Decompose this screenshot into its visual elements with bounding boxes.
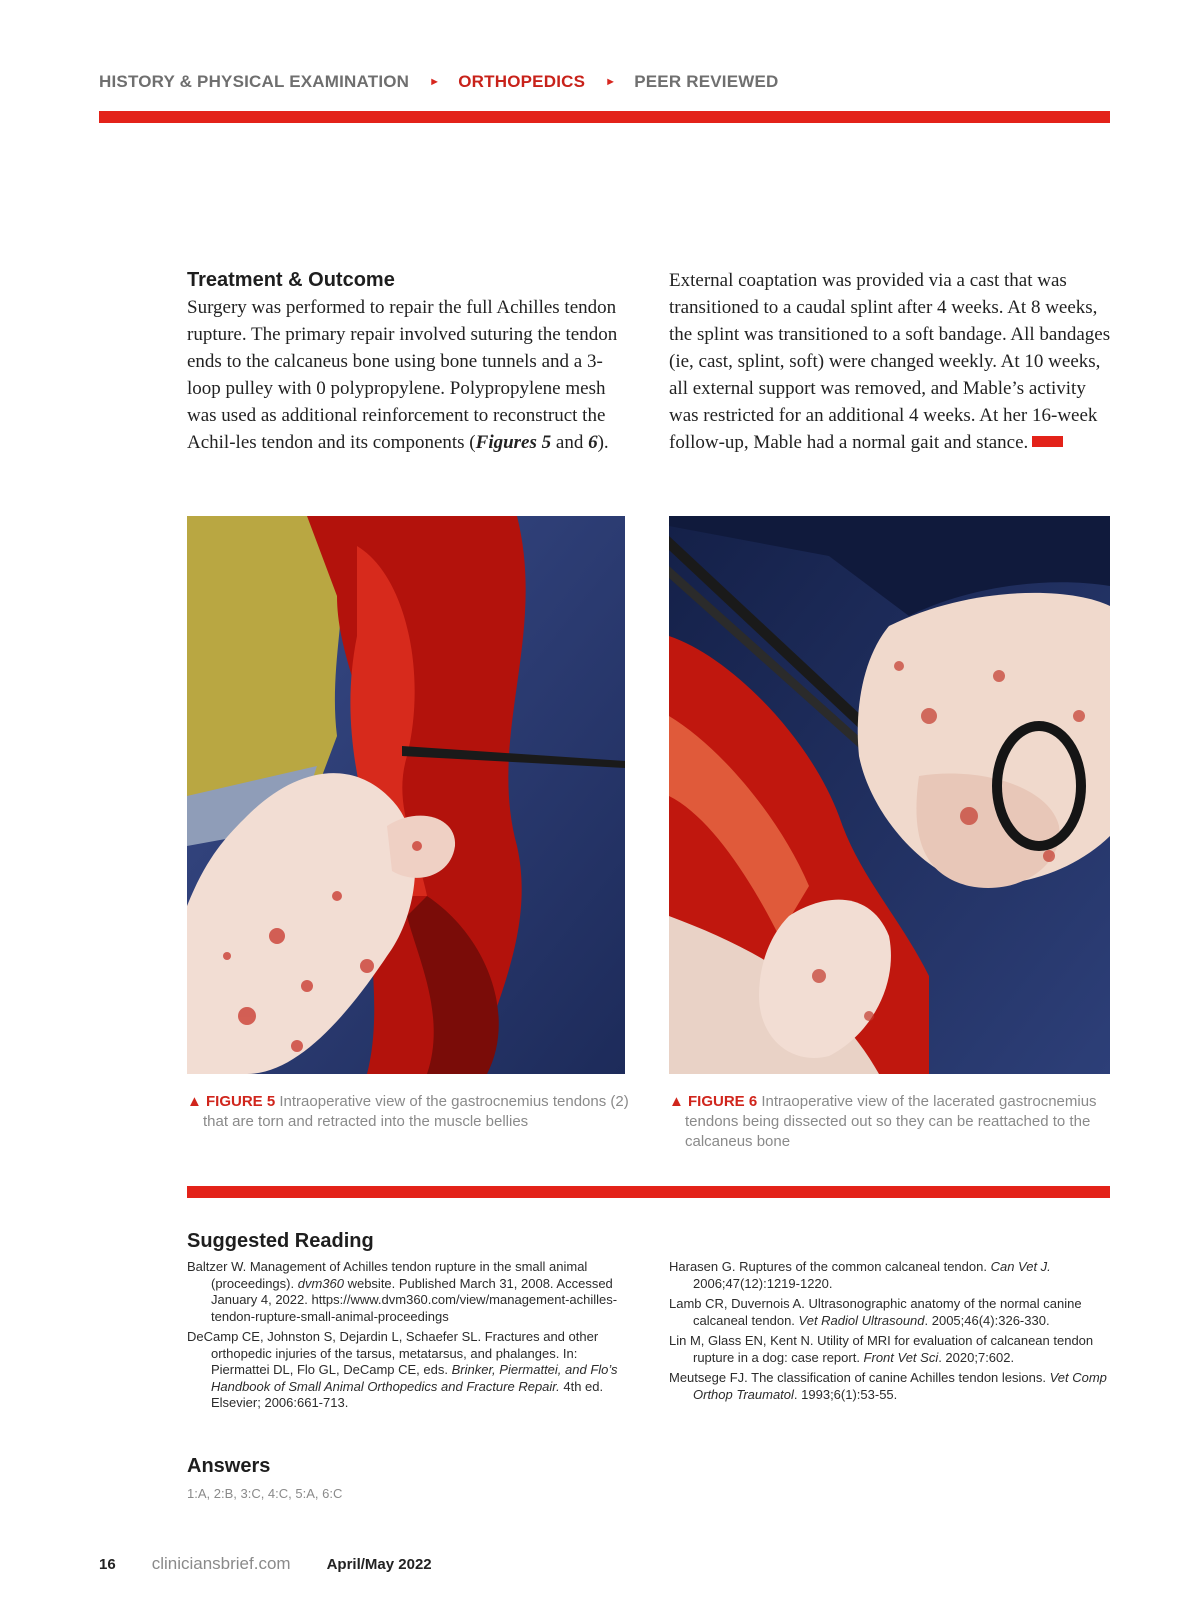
reference-text: . 2005;46(4):326-330. (924, 1312, 1050, 1328)
figure-5-label: ▲ FIGURE 5 (187, 1093, 276, 1110)
answers-text: 1:A, 2:B, 3:C, 4:C, 5:A, 6:C (187, 1486, 343, 1501)
section-heading-answers: Answers (187, 1455, 271, 1477)
references-column-left (187, 1259, 627, 1416)
section-heading-suggested-reading: Suggested Reading (187, 1230, 374, 1252)
treatment-paragraph-2: External coaptation was provided via a cast that was transitioned to a caudal splint after 4 weeks. At 8 weeks, the splint was transitioned to a soft bandage. All bandages (ie, cast, splint, soft) were changed weekly. At 10 weeks, all external support was removed, and Mable’s activity was restricted for an additional 4 weeks. At her 16-week follow-up, Mable had a normal gait and stance. (669, 270, 1111, 453)
treatment-paragraph-1 (187, 294, 627, 456)
site-name: cliniciansbrief.com (151, 1554, 291, 1573)
reference-item (187, 1329, 627, 1412)
figure-6-caption-text: Intraoperative view of the lacerated gastrocnemius tendons being dissected out so they can be reattached to the calcaneus bone (685, 1093, 1097, 1150)
figure-6-caption (669, 1092, 1126, 1152)
crumb-peer-reviewed: PEER REVIEWED (634, 72, 779, 91)
figure-5-caption (187, 1092, 639, 1132)
reference-source: Vet Comp Orthop Traumatol (693, 1370, 1107, 1402)
reference-text: website. Published March 31, 2008. Accessed January 4, 2022. https://www.dvm360.com/view/management-achilles-tendon-rupture-small-animal-proceedings (211, 1275, 618, 1324)
crumb-history-physical: HISTORY & PHYSICAL EXAMINATION (99, 72, 410, 91)
treatment-column-left (187, 269, 627, 456)
reference-text: 2006;47(12):1219-1220. (693, 1275, 833, 1291)
reference-source: Front Vet Sci (863, 1349, 939, 1365)
section-rule (187, 1186, 1110, 1198)
reference-text: Lamb CR, Duvernois A. Ultrasonographic anatomy of the normal canine calcaneal tendon. (669, 1296, 1082, 1328)
references-column-right (669, 1259, 1114, 1407)
paragraph-text: and (551, 432, 589, 453)
reference-text: . 2020;7:602. (938, 1349, 1015, 1365)
reference-source: Vet Radiol Ultrasound (798, 1312, 925, 1328)
figure-6-illustration (669, 516, 1110, 1074)
figure-6-reference: 6 (588, 432, 598, 453)
reference-text: 4th ed. Elsevier; 2006:661-713. (211, 1378, 604, 1410)
paragraph-text: ). (597, 432, 609, 453)
reference-item (187, 1259, 627, 1325)
reference-text: Lin M, Glass EN, Kent N. Utility of MRI for evaluation of calcanean tendon rupture in a dog: case report. (669, 1333, 1094, 1365)
figure-6-label: ▲ FIGURE 6 (669, 1093, 758, 1110)
figure-6-image (669, 516, 1110, 1074)
treatment-column-right (669, 267, 1114, 456)
breadcrumb-arrow-icon: ► (605, 76, 617, 88)
reference-text: Baltzer W. Management of Achilles tendon rupture in the small animal (proceedings). (187, 1259, 588, 1291)
reference-text: DeCamp CE, Johnston S, Dejardin L, Schaefer SL. Fractures and other orthopedic injuries of the tarsus, metatarsus, and phalanges. In: Piermattei DL, Flo GL, DeCamp CE, eds. (187, 1329, 599, 1377)
figure-5-image (187, 516, 625, 1074)
reference-text: Meutsege FJ. The classification of canine Achilles tendon lesions. (669, 1370, 1050, 1385)
page-number: 16 (99, 1556, 116, 1573)
reference-source: Can Vet J. (990, 1259, 1051, 1274)
reference-item (669, 1296, 1114, 1329)
reference-item (669, 1370, 1114, 1403)
breadcrumb (99, 70, 779, 94)
issue-date: April/May 2022 (326, 1556, 432, 1573)
reference-source: Brinker, Piermattei, and Flo’s Handbook of Small Animal Orthopedics and Fracture Repair. (211, 1362, 618, 1394)
reference-source: dvm360 (297, 1275, 344, 1291)
reference-item (669, 1259, 1114, 1292)
section-heading-treatment: Treatment & Outcome (187, 269, 395, 291)
reference-text: Harasen G. Ruptures of the common calcaneal tendon. (669, 1259, 991, 1274)
article-end-mark (1032, 436, 1063, 447)
figure-5-reference: Figures 5 (475, 432, 552, 453)
page-footer (99, 1554, 432, 1574)
reference-item (669, 1333, 1114, 1366)
breadcrumb-arrow-icon: ► (429, 76, 441, 88)
crumb-orthopedics: ORTHOPEDICS (458, 72, 586, 91)
paragraph-text: Surgery was performed to repair the full Achilles tendon rupture. The primary repair involved suturing the tendon ends to the calcaneus bone using bone tunnels and a 3-loop pulley with 0 polypropylene. Polypropylene mesh was used as additional reinforcement to reconstruct the Achil-les tendon and its components ( (187, 297, 618, 453)
figure-5-illustration (187, 516, 625, 1074)
header-rule (99, 111, 1110, 123)
figure-5-caption-text: Intraoperative view of the gastrocnemius tendons (2) that are torn and retracted into the muscle bellies (203, 1093, 629, 1130)
reference-text: . 1993;6(1):53-55. (793, 1386, 898, 1402)
